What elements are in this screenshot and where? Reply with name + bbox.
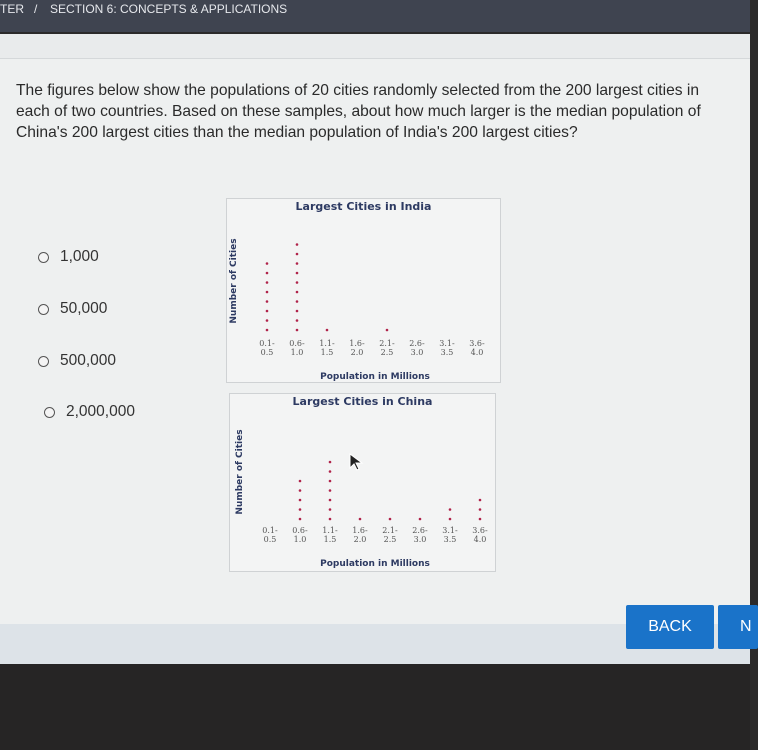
radio-button[interactable] [38,356,49,367]
data-dot [296,310,299,313]
data-dot [299,508,302,511]
answer-choice-4[interactable] [44,401,135,423]
data-dot [266,291,269,294]
x-tick-label-top: 0.6- [289,339,305,348]
mouse-cursor-icon [348,452,366,472]
data-dot [419,518,422,521]
x-tick-label-top: 1.1- [322,526,338,535]
breadcrumb-separator: / [34,2,38,16]
data-dot [296,272,299,275]
x-tick-label-top: 0.6- [292,526,308,535]
data-dot [329,508,332,511]
china-chart-svg [230,394,495,571]
x-tick-label-bottom: 3.5 [440,348,454,357]
data-dot [296,262,299,265]
x-axis-label: Population in Millions [320,372,430,382]
data-dot [296,329,299,332]
data-dot [329,499,332,502]
data-dot [479,518,482,521]
data-dot [329,518,332,521]
data-dot [266,319,269,322]
next-button[interactable]: N [718,605,758,649]
data-dot [389,518,392,521]
x-tick-label-bottom: 2.0 [353,535,367,544]
x-tick-label-top: 2.6- [412,526,428,535]
data-dot [266,272,269,275]
answer-choice-3[interactable] [38,350,116,372]
chart-title: Largest Cities in China [292,395,433,408]
x-tick-label-top: 3.6- [469,339,485,348]
data-dot [329,489,332,492]
chart-title: Largest Cities in India [295,200,432,213]
x-tick-label-bottom: 1.0 [293,535,307,544]
china-dot-plot [229,393,496,572]
x-tick-label-bottom: 1.5 [320,348,334,357]
x-tick-label-bottom: 0.5 [263,535,277,544]
y-axis-label: Number of Cities [229,238,239,324]
question-text: The figures below show the populations of 20 cities randomly selected from the 200 largest cities in each of two countries. Based on these samples, about how much larger is the median population of China's 200 largest cities than the median population of India's 200 largest cities? [16,82,701,141]
data-dot [296,243,299,246]
data-dot [329,461,332,464]
data-dot [296,300,299,303]
x-tick-label-top: 3.6- [472,526,488,535]
x-tick-label-bottom: 2.5 [380,348,394,357]
data-dot [479,499,482,502]
x-tick-label-bottom: 1.0 [290,348,304,357]
x-tick-label-bottom: 3.0 [410,348,424,357]
x-tick-label-bottom: 3.0 [413,535,427,544]
data-dot [266,310,269,313]
data-dot [299,499,302,502]
data-dot [296,281,299,284]
data-dot [449,508,452,511]
data-dot [266,300,269,303]
x-tick-label-top: 1.6- [352,526,368,535]
data-dot [479,508,482,511]
x-tick-label-bottom: 4.0 [470,348,484,357]
x-tick-label-bottom: 3.5 [443,535,457,544]
x-axis-label: Population in Millions [320,559,430,569]
choice-label: 500,000 [60,352,117,369]
data-dot [329,480,332,483]
choice-label: 50,000 [60,300,108,317]
x-tick-label-top: 0.1- [262,526,278,535]
radio-button[interactable] [38,304,49,315]
india-chart-svg [227,199,500,382]
back-button[interactable]: BACK [626,605,714,649]
data-dot [449,518,452,521]
data-dot [266,262,269,265]
x-tick-label-top: 2.6- [409,339,425,348]
x-tick-label-top: 2.1- [379,339,395,348]
data-dot [386,329,389,332]
data-dot [296,291,299,294]
x-tick-label-bottom: 4.0 [473,535,487,544]
x-tick-label-top: 1.6- [349,339,365,348]
answer-choice-2[interactable] [38,298,107,320]
x-tick-label-bottom: 1.5 [323,535,337,544]
data-dot [296,253,299,256]
radio-button[interactable] [38,252,49,263]
data-dot [296,319,299,322]
data-dot [326,329,329,332]
breadcrumb-section[interactable]: SECTION 6: CONCEPTS & APPLICATIONS [50,2,288,16]
x-tick-label-top: 1.1- [319,339,335,348]
data-dot [359,518,362,521]
choice-label: 1,000 [60,248,99,265]
choice-label: 2,000,000 [66,403,135,420]
breadcrumb-fragment[interactable]: TER [0,2,24,16]
screen-bezel [0,664,750,750]
data-dot [299,480,302,483]
radio-button[interactable] [44,407,55,418]
top-bar [0,0,750,32]
x-tick-label-top: 3.1- [442,526,458,535]
data-dot [299,489,302,492]
data-dot [266,281,269,284]
x-tick-label-bottom: 2.0 [350,348,364,357]
y-axis-label: Number of Cities [235,429,245,515]
data-dot [299,518,302,521]
answer-choice-1[interactable] [38,246,99,268]
x-tick-label-top: 3.1- [439,339,455,348]
x-tick-label-top: 0.1- [259,339,275,348]
x-tick-label-top: 2.1- [382,526,398,535]
data-dot [266,329,269,332]
india-dot-plot [226,198,501,383]
data-dot [329,470,332,473]
x-tick-label-bottom: 2.5 [383,535,397,544]
x-tick-label-bottom: 0.5 [260,348,274,357]
